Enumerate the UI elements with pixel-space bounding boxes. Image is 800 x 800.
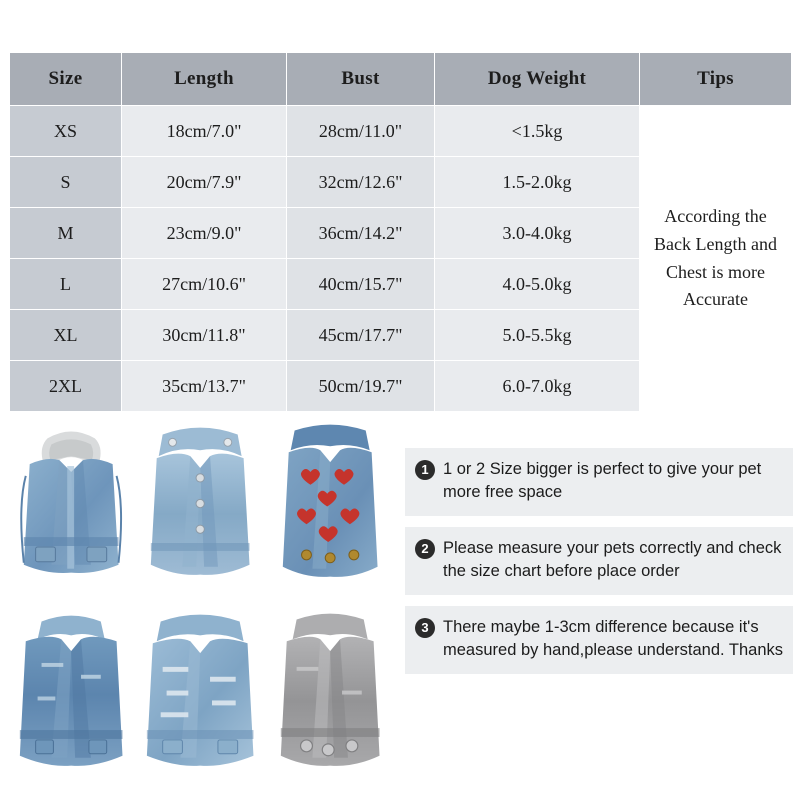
note-text-1: 1 or 2 Size bigger is perfect to give your pet more free space: [443, 460, 762, 502]
cell-weight-s: 1.5-2.0kg: [435, 157, 640, 208]
product-photo-denim-vest-distressed-dark: [8, 604, 134, 790]
cell-bust-m: 36cm/14.2": [287, 208, 435, 259]
cell-size-xs: XS: [10, 106, 122, 157]
size-chart-table: [9, 52, 792, 412]
note-text-2: Please measure your pets correctly and check the size chart before place order: [443, 538, 782, 581]
cell-bust-2xl: 50cm/19.7": [287, 361, 435, 412]
cell-length-xs: 18cm/7.0": [122, 106, 287, 157]
table-header-row: [10, 53, 792, 106]
column-header-length: Length: [122, 53, 287, 106]
cell-weight-xl: 5.0-5.5kg: [435, 310, 640, 361]
table-row: [10, 106, 792, 157]
cell-size-xl: XL: [10, 310, 122, 361]
buying-notes-list: [405, 448, 793, 685]
note-number-2: 2: [415, 539, 435, 559]
cell-bust-s: 32cm/12.6": [287, 157, 435, 208]
list-item: [405, 448, 793, 516]
cell-bust-l: 40cm/15.7": [287, 259, 435, 310]
cell-weight-xs: <1.5kg: [435, 106, 640, 157]
cell-size-m: M: [10, 208, 122, 259]
list-item: [405, 606, 793, 674]
product-photo-denim-vest-red-heart-patches: [267, 415, 393, 601]
cell-length-l: 27cm/10.6": [122, 259, 287, 310]
size-chart-table-wrapper: [9, 52, 791, 412]
product-photo-denim-vest-washed-grey: [267, 604, 393, 790]
cell-size-s: S: [10, 157, 122, 208]
list-item: [405, 527, 793, 595]
cell-bust-xl: 45cm/17.7": [287, 310, 435, 361]
note-text-3: There maybe 1-3cm difference because it's measured by hand,please understand. Thanks: [443, 617, 784, 660]
column-header-bust: Bust: [287, 53, 435, 106]
cell-weight-m: 3.0-4.0kg: [435, 208, 640, 259]
cell-tips: According the Back Length and Chest is more Accurate: [640, 106, 792, 412]
product-photo-denim-vest-light-wash-buttons: [137, 415, 263, 601]
column-header-weight: Dog Weight: [435, 53, 640, 106]
cell-weight-2xl: 6.0-7.0kg: [435, 361, 640, 412]
cell-length-2xl: 35cm/13.7": [122, 361, 287, 412]
cell-length-m: 23cm/9.0": [122, 208, 287, 259]
column-header-tips: Tips: [640, 53, 792, 106]
product-photo-denim-vest-ripped-light: [137, 604, 263, 790]
cell-length-xl: 30cm/11.8": [122, 310, 287, 361]
column-header-size: Size: [10, 53, 122, 106]
note-number-1: 1: [415, 460, 435, 480]
cell-bust-xs: 28cm/11.0": [287, 106, 435, 157]
cell-size-2xl: 2XL: [10, 361, 122, 412]
product-photo-grid: [8, 415, 393, 790]
cell-length-s: 20cm/7.9": [122, 157, 287, 208]
cell-weight-l: 4.0-5.0kg: [435, 259, 640, 310]
note-number-3: 3: [415, 618, 435, 638]
cell-size-l: L: [10, 259, 122, 310]
product-photo-denim-hoodie-jacket-grey-hood: [8, 415, 134, 601]
